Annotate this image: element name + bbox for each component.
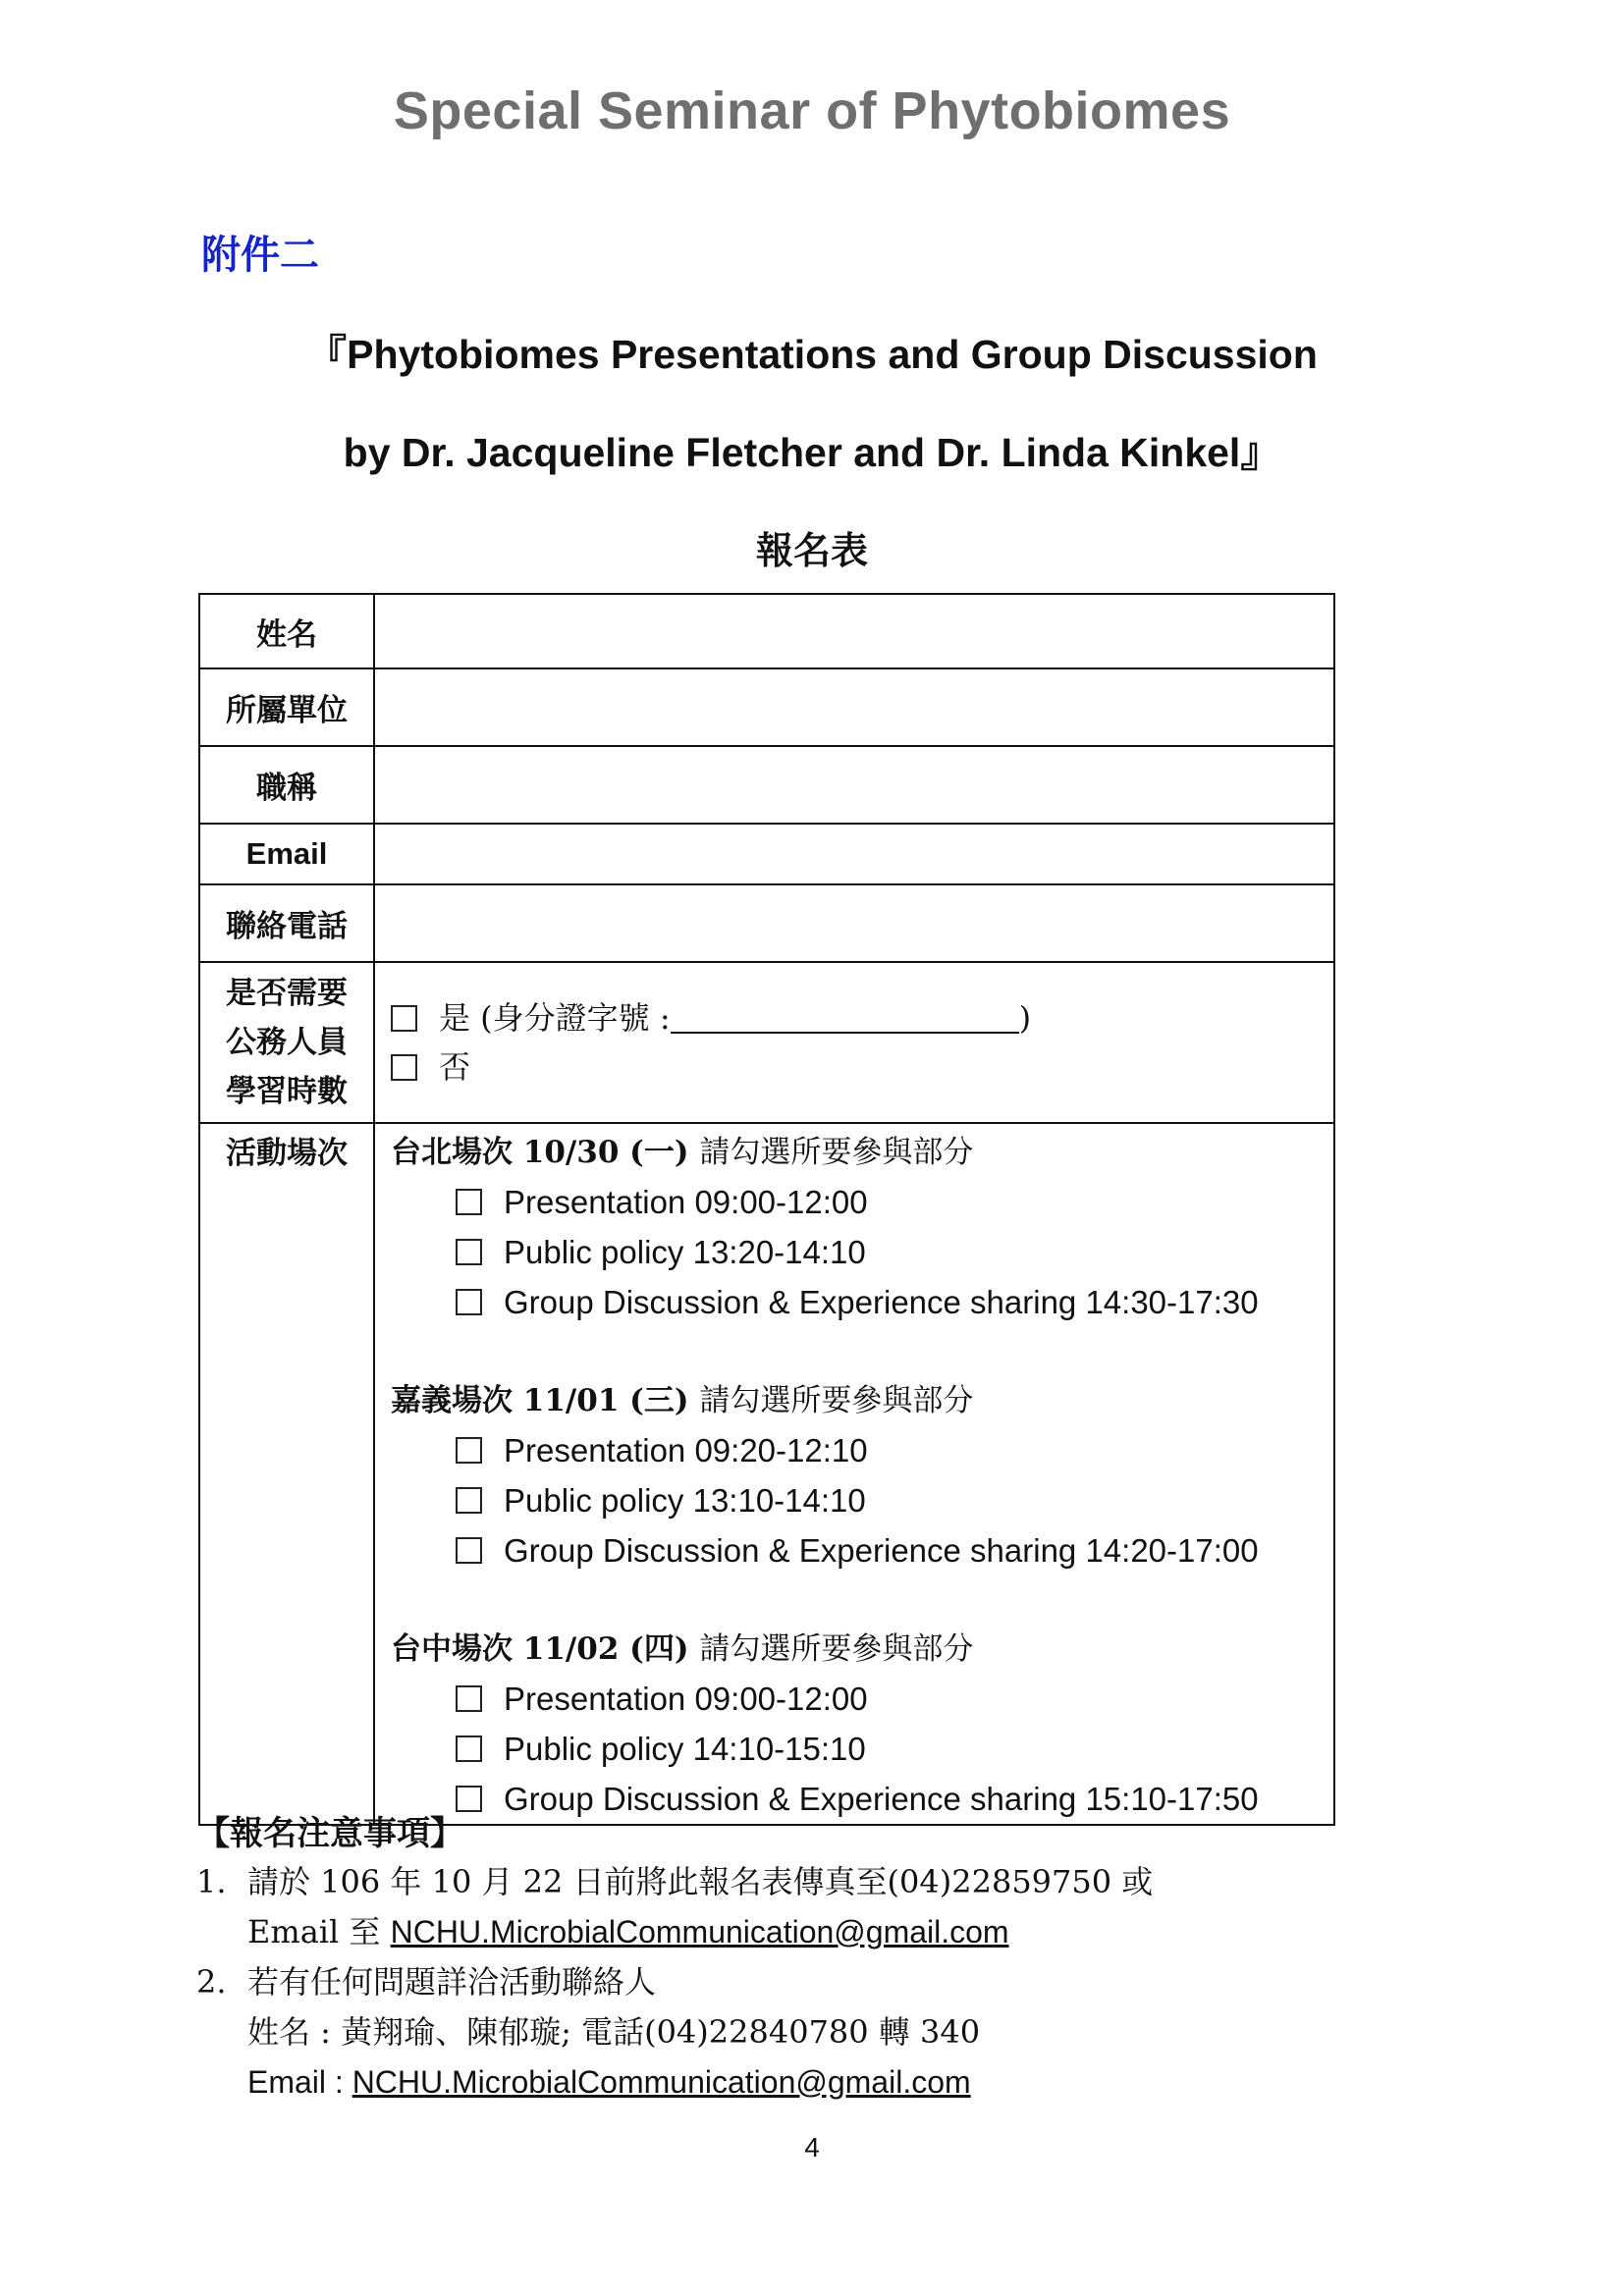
note-2	[196, 1957, 656, 2006]
session-option	[391, 1525, 1333, 1575]
session-option-checkbox[interactable]	[456, 1189, 482, 1215]
session-taipei-instruction: 請勾選所要參與部分	[699, 1135, 974, 1170]
session-option-label: Public policy 14:10-15:10	[504, 1731, 866, 1767]
session-option-label: Group Discussion & Experience sharing 14:30-17:30	[504, 1284, 1259, 1320]
session-option-label: Presentation 09:20-12:10	[504, 1432, 868, 1468]
row-sessions	[199, 1123, 1334, 1825]
session-option-label: Group Discussion & Experience sharing 15:10-17:50	[504, 1781, 1259, 1817]
label-email: Email	[199, 824, 374, 884]
id-number-blank[interactable]	[671, 1002, 1019, 1034]
study-hours-yes-option	[391, 993, 1333, 1042]
session-option	[391, 1277, 1333, 1327]
label-name: 姓名	[199, 594, 374, 668]
session-option-checkbox[interactable]	[456, 1437, 482, 1464]
note-2-email-label: Email :	[247, 2064, 352, 2100]
session-taipei-head	[391, 1128, 1333, 1177]
session-option-label: Public policy 13:20-14:10	[504, 1234, 866, 1270]
study-hours-yes-close: )	[1018, 999, 1032, 1037]
session-option-checkbox[interactable]	[456, 1289, 482, 1315]
session-option	[391, 1177, 1333, 1227]
note-1-number: 1.	[196, 1863, 227, 1900]
row-affiliation	[199, 668, 1334, 746]
label-phone: 聯絡電話	[199, 884, 374, 962]
note-2-email-line	[247, 2057, 971, 2107]
label-study-hours-line2: 公務人員	[226, 1025, 348, 1060]
session-option-label: Public policy 13:10-14:10	[504, 1482, 866, 1519]
event-title-line2: by Dr. Jacqueline Fletcher and Dr. Linda Kinkel』	[343, 430, 1281, 475]
session-chiayi	[391, 1376, 1333, 1575]
study-hours-options	[374, 962, 1334, 1123]
session-chiayi-head	[391, 1376, 1333, 1425]
label-sessions: 活動場次	[199, 1123, 374, 1825]
session-option	[391, 1425, 1333, 1475]
row-phone	[199, 884, 1334, 962]
note-1	[196, 1857, 1153, 1906]
study-hours-no-label: 否	[439, 1048, 471, 1086]
label-study-hours-line1: 是否需要	[226, 976, 348, 1011]
note-2-number: 2.	[196, 1963, 227, 2001]
session-option-checkbox[interactable]	[456, 1239, 482, 1265]
note-1-text: 請於 106 年 10 月 22 日前將此報名表傳真至(04)22859750 或	[247, 1863, 1154, 1900]
session-option-label: Presentation 09:00-12:00	[504, 1681, 868, 1717]
session-taichung-title: 台中場次 11/02 (四)	[391, 1631, 689, 1667]
session-option	[391, 1674, 1333, 1724]
session-option-checkbox[interactable]	[456, 1735, 482, 1762]
sessions-cell	[374, 1123, 1334, 1825]
row-job-title	[199, 746, 1334, 824]
session-option-checkbox[interactable]	[456, 1685, 482, 1712]
row-study-hours	[199, 962, 1334, 1123]
session-option	[391, 1724, 1333, 1774]
note-1-email-link[interactable]: NCHU.MicrobialCommunication@gmail.com	[390, 1914, 1009, 1949]
registration-form-table	[198, 593, 1335, 1826]
session-chiayi-title: 嘉義場次 11/01 (三)	[391, 1383, 689, 1418]
form-title: 報名表	[755, 528, 868, 572]
study-hours-yes-checkbox[interactable]	[391, 1005, 417, 1032]
session-taichung	[391, 1625, 1333, 1824]
phone-input-cell[interactable]	[374, 884, 1334, 962]
job-title-input-cell[interactable]	[374, 746, 1334, 824]
row-name	[199, 594, 1334, 668]
page-header-title: Special Seminar of Phytobiomes	[393, 81, 1231, 140]
session-option-label: Group Discussion & Experience sharing 14:20-17:00	[504, 1532, 1259, 1569]
session-taipei-title: 台北場次 10/30 (一)	[391, 1135, 689, 1170]
label-study-hours-line3: 學習時數	[226, 1074, 348, 1109]
session-taipei	[391, 1128, 1333, 1327]
label-job-title: 職稱	[199, 746, 374, 824]
study-hours-no-option	[391, 1042, 1333, 1092]
session-taichung-instruction: 請勾選所要參與部分	[699, 1631, 974, 1667]
session-option	[391, 1774, 1333, 1824]
row-email	[199, 824, 1334, 884]
event-title-line1: 『Phytobiomes Presentations and Group Discussion	[306, 332, 1318, 377]
affiliation-input-cell[interactable]	[374, 668, 1334, 746]
page-number: 4	[804, 2132, 820, 2163]
study-hours-yes-label: 是 (身分證字號 :	[439, 999, 671, 1037]
note-2-email-link[interactable]: NCHU.MicrobialCommunication@gmail.com	[352, 2064, 971, 2100]
note-2-text: 若有任何問題詳洽活動聯絡人	[247, 1963, 657, 2001]
note-1-email-line	[247, 1907, 1009, 1956]
session-chiayi-instruction: 請勾選所要參與部分	[699, 1383, 974, 1418]
session-option	[391, 1475, 1333, 1525]
study-hours-no-checkbox[interactable]	[391, 1054, 417, 1081]
note-1-email-label: Email 至	[247, 1913, 391, 1950]
session-option-checkbox[interactable]	[456, 1537, 482, 1564]
label-affiliation: 所屬單位	[199, 668, 374, 746]
name-input-cell[interactable]	[374, 594, 1334, 668]
session-option-label: Presentation 09:00-12:00	[504, 1184, 868, 1220]
session-option	[391, 1227, 1333, 1277]
attachment-label: 附件二	[201, 232, 319, 278]
session-taichung-head	[391, 1625, 1333, 1674]
note-2-contact: 姓名 : 黃翔瑜、陳郁璇; 電話(04)22840780 轉 340	[247, 2013, 981, 2051]
session-option-checkbox[interactable]	[456, 1487, 482, 1514]
email-input-cell[interactable]	[374, 824, 1334, 884]
label-study-hours	[199, 962, 374, 1123]
notes-title: 【報名注意事項】	[196, 1814, 463, 1853]
